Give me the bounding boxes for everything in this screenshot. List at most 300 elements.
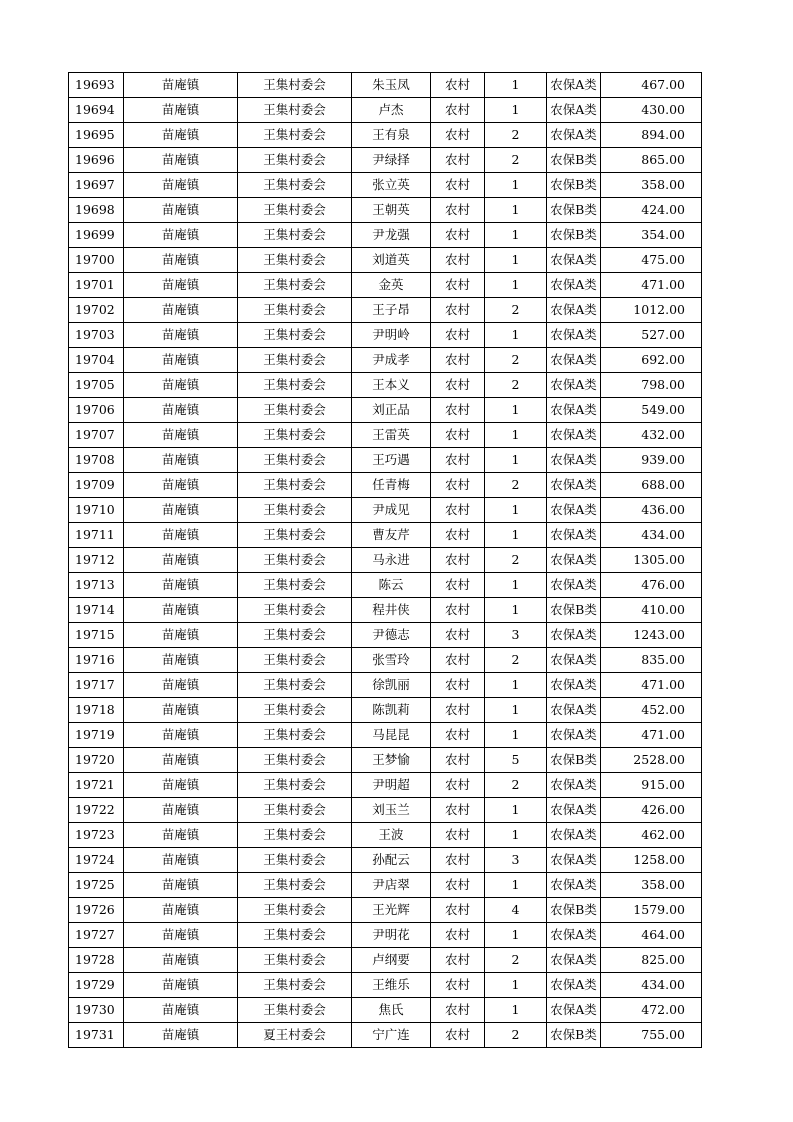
amount-cell: 452.00: [601, 698, 702, 723]
table-row: [69, 223, 702, 248]
insurance-category-cell: 农保A类: [547, 873, 601, 898]
table-body: [69, 73, 702, 1048]
table-row: [69, 748, 702, 773]
name-cell: 宁广连: [352, 1023, 431, 1048]
village-committee-cell: 王集村委会: [238, 548, 352, 573]
name-cell: 尹成见: [352, 498, 431, 523]
amount-cell: 476.00: [601, 573, 702, 598]
insurance-category-cell: 农保A类: [547, 773, 601, 798]
amount-cell: 2528.00: [601, 748, 702, 773]
record-number-cell: 19702: [69, 298, 124, 323]
insurance-category-cell: 农保A类: [547, 448, 601, 473]
name-cell: 焦氏: [352, 998, 431, 1023]
village-committee-cell: 王集村委会: [238, 348, 352, 373]
town-cell: 苗庵镇: [124, 673, 238, 698]
household-size-cell: 4: [485, 898, 547, 923]
household-size-cell: 2: [485, 123, 547, 148]
village-committee-cell: 王集村委会: [238, 148, 352, 173]
record-number-cell: 19730: [69, 998, 124, 1023]
amount-cell: 424.00: [601, 198, 702, 223]
area-type-cell: 农村: [431, 448, 485, 473]
table-row: [69, 523, 702, 548]
name-cell: 张雪玲: [352, 648, 431, 673]
table-row: [69, 448, 702, 473]
record-number-cell: 19720: [69, 748, 124, 773]
household-size-cell: 2: [485, 373, 547, 398]
household-size-cell: 1: [485, 598, 547, 623]
village-committee-cell: 王集村委会: [238, 673, 352, 698]
record-number-cell: 19709: [69, 473, 124, 498]
amount-cell: 688.00: [601, 473, 702, 498]
village-committee-cell: 王集村委会: [238, 723, 352, 748]
record-number-cell: 19728: [69, 948, 124, 973]
village-committee-cell: 王集村委会: [238, 748, 352, 773]
record-number-cell: 19716: [69, 648, 124, 673]
amount-cell: 1243.00: [601, 623, 702, 648]
area-type-cell: 农村: [431, 198, 485, 223]
name-cell: 徐凯丽: [352, 673, 431, 698]
area-type-cell: 农村: [431, 873, 485, 898]
record-number-cell: 19727: [69, 923, 124, 948]
insurance-category-cell: 农保A类: [547, 548, 601, 573]
town-cell: 苗庵镇: [124, 498, 238, 523]
village-committee-cell: 王集村委会: [238, 798, 352, 823]
amount-cell: 464.00: [601, 923, 702, 948]
town-cell: 苗庵镇: [124, 823, 238, 848]
area-type-cell: 农村: [431, 598, 485, 623]
name-cell: 朱玉凤: [352, 73, 431, 98]
area-type-cell: 农村: [431, 573, 485, 598]
town-cell: 苗庵镇: [124, 273, 238, 298]
household-size-cell: 2: [485, 948, 547, 973]
insurance-category-cell: 农保B类: [547, 1023, 601, 1048]
village-committee-cell: 王集村委会: [238, 573, 352, 598]
area-type-cell: 农村: [431, 973, 485, 998]
amount-cell: 471.00: [601, 723, 702, 748]
record-number-cell: 19721: [69, 773, 124, 798]
household-size-cell: 1: [485, 723, 547, 748]
record-number-cell: 19703: [69, 323, 124, 348]
table-row: [69, 248, 702, 273]
insurance-category-cell: 农保A类: [547, 723, 601, 748]
record-number-cell: 19708: [69, 448, 124, 473]
insurance-category-cell: 农保A类: [547, 573, 601, 598]
name-cell: 张立英: [352, 173, 431, 198]
household-size-cell: 1: [485, 673, 547, 698]
insurance-category-cell: 农保A类: [547, 123, 601, 148]
insurance-category-cell: 农保A类: [547, 998, 601, 1023]
table-row: [69, 323, 702, 348]
table-row: [69, 298, 702, 323]
household-size-cell: 2: [485, 1023, 547, 1048]
area-type-cell: 农村: [431, 373, 485, 398]
household-size-cell: 1: [485, 448, 547, 473]
record-number-cell: 19719: [69, 723, 124, 748]
table-row: [69, 498, 702, 523]
area-type-cell: 农村: [431, 848, 485, 873]
village-committee-cell: 王集村委会: [238, 423, 352, 448]
relief-roster-table: [68, 72, 702, 1048]
town-cell: 苗庵镇: [124, 98, 238, 123]
table-row: [69, 998, 702, 1023]
household-size-cell: 1: [485, 523, 547, 548]
area-type-cell: 农村: [431, 548, 485, 573]
record-number-cell: 19731: [69, 1023, 124, 1048]
name-cell: 王雷英: [352, 423, 431, 448]
insurance-category-cell: 农保A类: [547, 523, 601, 548]
table-row: [69, 623, 702, 648]
household-size-cell: 1: [485, 323, 547, 348]
town-cell: 苗庵镇: [124, 198, 238, 223]
table-row: [69, 1023, 702, 1048]
name-cell: 金英: [352, 273, 431, 298]
area-type-cell: 农村: [431, 498, 485, 523]
village-committee-cell: 夏王村委会: [238, 1023, 352, 1048]
name-cell: 王波: [352, 823, 431, 848]
town-cell: 苗庵镇: [124, 323, 238, 348]
insurance-category-cell: 农保B类: [547, 598, 601, 623]
insurance-category-cell: 农保B类: [547, 148, 601, 173]
town-cell: 苗庵镇: [124, 973, 238, 998]
town-cell: 苗庵镇: [124, 948, 238, 973]
amount-cell: 434.00: [601, 973, 702, 998]
town-cell: 苗庵镇: [124, 73, 238, 98]
insurance-category-cell: 农保B类: [547, 748, 601, 773]
table-row: [69, 798, 702, 823]
table-row: [69, 98, 702, 123]
town-cell: 苗庵镇: [124, 923, 238, 948]
insurance-category-cell: 农保A类: [547, 798, 601, 823]
town-cell: 苗庵镇: [124, 173, 238, 198]
name-cell: 王巧遇: [352, 448, 431, 473]
village-committee-cell: 王集村委会: [238, 998, 352, 1023]
village-committee-cell: 王集村委会: [238, 473, 352, 498]
household-size-cell: 1: [485, 423, 547, 448]
amount-cell: 825.00: [601, 948, 702, 973]
amount-cell: 865.00: [601, 148, 702, 173]
amount-cell: 430.00: [601, 98, 702, 123]
name-cell: 刘玉兰: [352, 798, 431, 823]
record-number-cell: 19696: [69, 148, 124, 173]
amount-cell: 410.00: [601, 598, 702, 623]
village-committee-cell: 王集村委会: [238, 223, 352, 248]
area-type-cell: 农村: [431, 148, 485, 173]
name-cell: 程井侠: [352, 598, 431, 623]
town-cell: 苗庵镇: [124, 298, 238, 323]
area-type-cell: 农村: [431, 523, 485, 548]
town-cell: 苗庵镇: [124, 348, 238, 373]
village-committee-cell: 王集村委会: [238, 298, 352, 323]
amount-cell: 835.00: [601, 648, 702, 673]
town-cell: 苗庵镇: [124, 1023, 238, 1048]
village-committee-cell: 王集村委会: [238, 623, 352, 648]
amount-cell: 432.00: [601, 423, 702, 448]
amount-cell: 471.00: [601, 273, 702, 298]
name-cell: 任青梅: [352, 473, 431, 498]
household-size-cell: 3: [485, 623, 547, 648]
household-size-cell: 2: [485, 548, 547, 573]
name-cell: 尹店翠: [352, 873, 431, 898]
town-cell: 苗庵镇: [124, 148, 238, 173]
name-cell: 尹龙强: [352, 223, 431, 248]
area-type-cell: 农村: [431, 923, 485, 948]
name-cell: 曹友芹: [352, 523, 431, 548]
table-row: [69, 923, 702, 948]
town-cell: 苗庵镇: [124, 648, 238, 673]
table-row: [69, 173, 702, 198]
household-size-cell: 1: [485, 98, 547, 123]
name-cell: 尹德志: [352, 623, 431, 648]
village-committee-cell: 王集村委会: [238, 448, 352, 473]
village-committee-cell: 王集村委会: [238, 173, 352, 198]
record-number-cell: 19700: [69, 248, 124, 273]
household-size-cell: 1: [485, 698, 547, 723]
name-cell: 马昆昆: [352, 723, 431, 748]
area-type-cell: 农村: [431, 623, 485, 648]
insurance-category-cell: 农保B类: [547, 898, 601, 923]
record-number-cell: 19693: [69, 73, 124, 98]
village-committee-cell: 王集村委会: [238, 773, 352, 798]
amount-cell: 894.00: [601, 123, 702, 148]
area-type-cell: 农村: [431, 748, 485, 773]
town-cell: 苗庵镇: [124, 573, 238, 598]
insurance-category-cell: 农保A类: [547, 823, 601, 848]
village-committee-cell: 王集村委会: [238, 923, 352, 948]
town-cell: 苗庵镇: [124, 598, 238, 623]
name-cell: 尹成孝: [352, 348, 431, 373]
name-cell: 王光辉: [352, 898, 431, 923]
name-cell: 尹明岭: [352, 323, 431, 348]
amount-cell: 426.00: [601, 798, 702, 823]
insurance-category-cell: 农保A类: [547, 648, 601, 673]
table-row: [69, 123, 702, 148]
table-row: [69, 723, 702, 748]
village-committee-cell: 王集村委会: [238, 898, 352, 923]
name-cell: 王有泉: [352, 123, 431, 148]
name-cell: 王朝英: [352, 198, 431, 223]
household-size-cell: 1: [485, 273, 547, 298]
name-cell: 尹绿择: [352, 148, 431, 173]
name-cell: 陈凯莉: [352, 698, 431, 723]
area-type-cell: 农村: [431, 673, 485, 698]
amount-cell: 434.00: [601, 523, 702, 548]
record-number-cell: 19699: [69, 223, 124, 248]
area-type-cell: 农村: [431, 123, 485, 148]
insurance-category-cell: 农保A类: [547, 848, 601, 873]
village-committee-cell: 王集村委会: [238, 323, 352, 348]
record-number-cell: 19701: [69, 273, 124, 298]
village-committee-cell: 王集村委会: [238, 273, 352, 298]
town-cell: 苗庵镇: [124, 473, 238, 498]
table-row: [69, 373, 702, 398]
village-committee-cell: 王集村委会: [238, 498, 352, 523]
insurance-category-cell: 农保B类: [547, 173, 601, 198]
insurance-category-cell: 农保A类: [547, 923, 601, 948]
household-size-cell: 1: [485, 248, 547, 273]
table-row: [69, 773, 702, 798]
amount-cell: 436.00: [601, 498, 702, 523]
record-number-cell: 19698: [69, 198, 124, 223]
record-number-cell: 19714: [69, 598, 124, 623]
insurance-category-cell: 农保A类: [547, 273, 601, 298]
name-cell: 王本义: [352, 373, 431, 398]
town-cell: 苗庵镇: [124, 248, 238, 273]
area-type-cell: 农村: [431, 798, 485, 823]
household-size-cell: 1: [485, 498, 547, 523]
village-committee-cell: 王集村委会: [238, 848, 352, 873]
village-committee-cell: 王集村委会: [238, 248, 352, 273]
table-row: [69, 548, 702, 573]
village-committee-cell: 王集村委会: [238, 73, 352, 98]
table-row: [69, 398, 702, 423]
name-cell: 孙配云: [352, 848, 431, 873]
village-committee-cell: 王集村委会: [238, 523, 352, 548]
household-size-cell: 1: [485, 573, 547, 598]
amount-cell: 549.00: [601, 398, 702, 423]
insurance-category-cell: 农保A类: [547, 348, 601, 373]
area-type-cell: 农村: [431, 823, 485, 848]
area-type-cell: 农村: [431, 73, 485, 98]
household-size-cell: 5: [485, 748, 547, 773]
name-cell: 刘正品: [352, 398, 431, 423]
amount-cell: 1258.00: [601, 848, 702, 873]
table-row: [69, 698, 702, 723]
table-row: [69, 198, 702, 223]
village-committee-cell: 王集村委会: [238, 698, 352, 723]
area-type-cell: 农村: [431, 1023, 485, 1048]
household-size-cell: 2: [485, 298, 547, 323]
area-type-cell: 农村: [431, 223, 485, 248]
record-number-cell: 19707: [69, 423, 124, 448]
record-number-cell: 19725: [69, 873, 124, 898]
insurance-category-cell: 农保A类: [547, 498, 601, 523]
village-committee-cell: 王集村委会: [238, 948, 352, 973]
table-row: [69, 823, 702, 848]
town-cell: 苗庵镇: [124, 723, 238, 748]
village-committee-cell: 王集村委会: [238, 398, 352, 423]
town-cell: 苗庵镇: [124, 548, 238, 573]
area-type-cell: 农村: [431, 348, 485, 373]
record-number-cell: 19706: [69, 398, 124, 423]
table-row: [69, 473, 702, 498]
table-row: [69, 598, 702, 623]
name-cell: 陈云: [352, 573, 431, 598]
town-cell: 苗庵镇: [124, 223, 238, 248]
insurance-category-cell: 农保A类: [547, 398, 601, 423]
household-size-cell: 1: [485, 798, 547, 823]
amount-cell: 467.00: [601, 73, 702, 98]
record-number-cell: 19697: [69, 173, 124, 198]
town-cell: 苗庵镇: [124, 448, 238, 473]
area-type-cell: 农村: [431, 248, 485, 273]
village-committee-cell: 王集村委会: [238, 648, 352, 673]
household-size-cell: 2: [485, 348, 547, 373]
insurance-category-cell: 农保A类: [547, 323, 601, 348]
town-cell: 苗庵镇: [124, 523, 238, 548]
town-cell: 苗庵镇: [124, 398, 238, 423]
record-number-cell: 19711: [69, 523, 124, 548]
village-committee-cell: 王集村委会: [238, 123, 352, 148]
household-size-cell: 1: [485, 873, 547, 898]
amount-cell: 1012.00: [601, 298, 702, 323]
name-cell: 卢杰: [352, 98, 431, 123]
record-number-cell: 19723: [69, 823, 124, 848]
town-cell: 苗庵镇: [124, 623, 238, 648]
household-size-cell: 3: [485, 848, 547, 873]
area-type-cell: 农村: [431, 998, 485, 1023]
record-number-cell: 19713: [69, 573, 124, 598]
record-number-cell: 19722: [69, 798, 124, 823]
insurance-category-cell: 农保A类: [547, 73, 601, 98]
amount-cell: 475.00: [601, 248, 702, 273]
village-committee-cell: 王集村委会: [238, 373, 352, 398]
household-size-cell: 2: [485, 773, 547, 798]
insurance-category-cell: 农保A类: [547, 298, 601, 323]
name-cell: 尹明花: [352, 923, 431, 948]
town-cell: 苗庵镇: [124, 798, 238, 823]
amount-cell: 755.00: [601, 1023, 702, 1048]
household-size-cell: 1: [485, 398, 547, 423]
table-row: [69, 573, 702, 598]
village-committee-cell: 王集村委会: [238, 873, 352, 898]
insurance-category-cell: 农保A类: [547, 248, 601, 273]
amount-cell: 462.00: [601, 823, 702, 848]
record-number-cell: 19724: [69, 848, 124, 873]
town-cell: 苗庵镇: [124, 123, 238, 148]
household-size-cell: 2: [485, 148, 547, 173]
record-number-cell: 19712: [69, 548, 124, 573]
table-row: [69, 148, 702, 173]
record-number-cell: 19717: [69, 673, 124, 698]
area-type-cell: 农村: [431, 98, 485, 123]
amount-cell: 1579.00: [601, 898, 702, 923]
area-type-cell: 农村: [431, 648, 485, 673]
area-type-cell: 农村: [431, 948, 485, 973]
village-committee-cell: 王集村委会: [238, 198, 352, 223]
amount-cell: 358.00: [601, 873, 702, 898]
town-cell: 苗庵镇: [124, 898, 238, 923]
table-row: [69, 973, 702, 998]
insurance-category-cell: 农保A类: [547, 473, 601, 498]
town-cell: 苗庵镇: [124, 773, 238, 798]
town-cell: 苗庵镇: [124, 748, 238, 773]
area-type-cell: 农村: [431, 723, 485, 748]
area-type-cell: 农村: [431, 773, 485, 798]
area-type-cell: 农村: [431, 298, 485, 323]
record-number-cell: 19718: [69, 698, 124, 723]
name-cell: 刘道英: [352, 248, 431, 273]
household-size-cell: 1: [485, 173, 547, 198]
name-cell: 马永进: [352, 548, 431, 573]
town-cell: 苗庵镇: [124, 873, 238, 898]
table-row: [69, 348, 702, 373]
area-type-cell: 农村: [431, 898, 485, 923]
amount-cell: 915.00: [601, 773, 702, 798]
table-row: [69, 898, 702, 923]
household-size-cell: 1: [485, 998, 547, 1023]
household-size-cell: 1: [485, 73, 547, 98]
area-type-cell: 农村: [431, 273, 485, 298]
household-size-cell: 1: [485, 923, 547, 948]
amount-cell: 354.00: [601, 223, 702, 248]
household-size-cell: 1: [485, 198, 547, 223]
insurance-category-cell: 农保A类: [547, 973, 601, 998]
area-type-cell: 农村: [431, 173, 485, 198]
name-cell: 王梦愉: [352, 748, 431, 773]
insurance-category-cell: 农保A类: [547, 673, 601, 698]
area-type-cell: 农村: [431, 423, 485, 448]
village-committee-cell: 王集村委会: [238, 973, 352, 998]
